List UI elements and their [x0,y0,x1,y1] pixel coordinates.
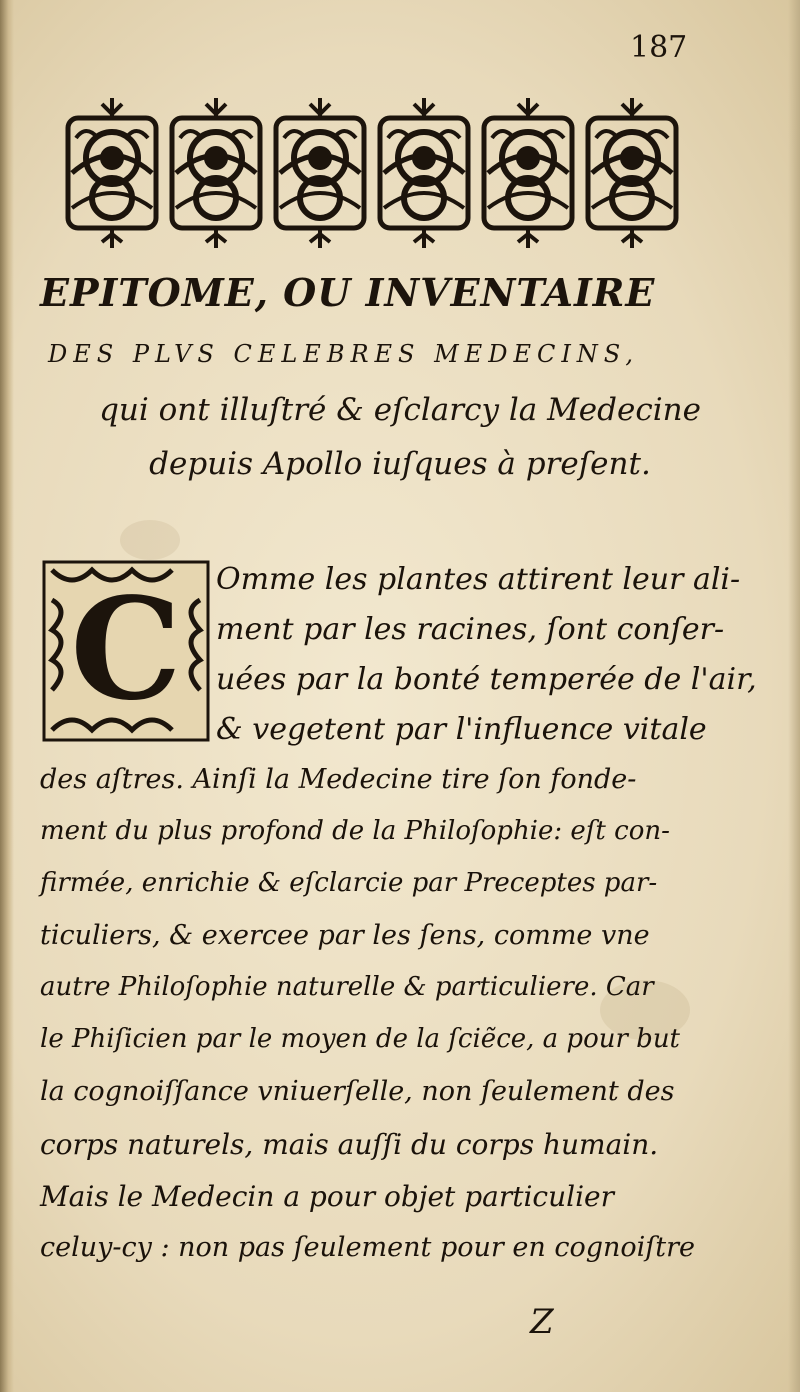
floral-headpiece-ornament-icon [62,98,690,248]
body-line: ticuliers, & exercee par les ſens, comme vne [40,920,650,951]
page-gutter [0,0,14,1392]
body-line: Omme les plantes attirent leur ali- [216,562,741,597]
dropcap-letter: C [70,568,182,732]
body-line: firmée, enrichie & eſclarcie par Preceptes par- [40,868,658,898]
page-title: EPITOME, OU INVENTAIRE [40,270,656,315]
body-line: ment du plus profond de la Philoſophie: eſt con- [40,816,670,846]
body-line: la cognoiſſance vniuerſelle, non ſeulement des [40,1076,675,1107]
page-number: 187 [630,30,688,65]
heading-line-2: depuis Apollo iuſques à preſent. [149,446,651,482]
body-line: Mais le Medecin a pour objet particulier [40,1180,614,1213]
ornamental-initial-c-icon [42,560,210,742]
paper-stain [120,520,180,560]
body-line: autre Philoſophie naturelle & particuliere. Car [40,972,654,1002]
body-line: celuy-cy : non pas ſeulement pour en cognoiſtre [40,1232,695,1263]
body-line: uées par la bonté temperée de l'air, [216,662,757,697]
body-line: & vegetent par l'influence vitale [216,712,707,747]
body-line: le Phiſicien par le moyen de la ſciẽce, a pour but [40,1024,681,1054]
signature-mark: Z [530,1302,554,1342]
heading-line-1: qui ont illuſtré & eſclarcy la Medecine [99,392,701,428]
body-line: des aſtres. Ainſi la Medecine tire ſon fonde- [40,764,637,795]
body-line: ment par les racines, ſont conſer- [216,612,725,647]
page-edge [788,0,800,1392]
page-subtitle: DES PLVS CELEBRES MEDECINS, [48,340,640,368]
body-line: corps naturels, mais auſſi du corps humain. [40,1128,659,1161]
